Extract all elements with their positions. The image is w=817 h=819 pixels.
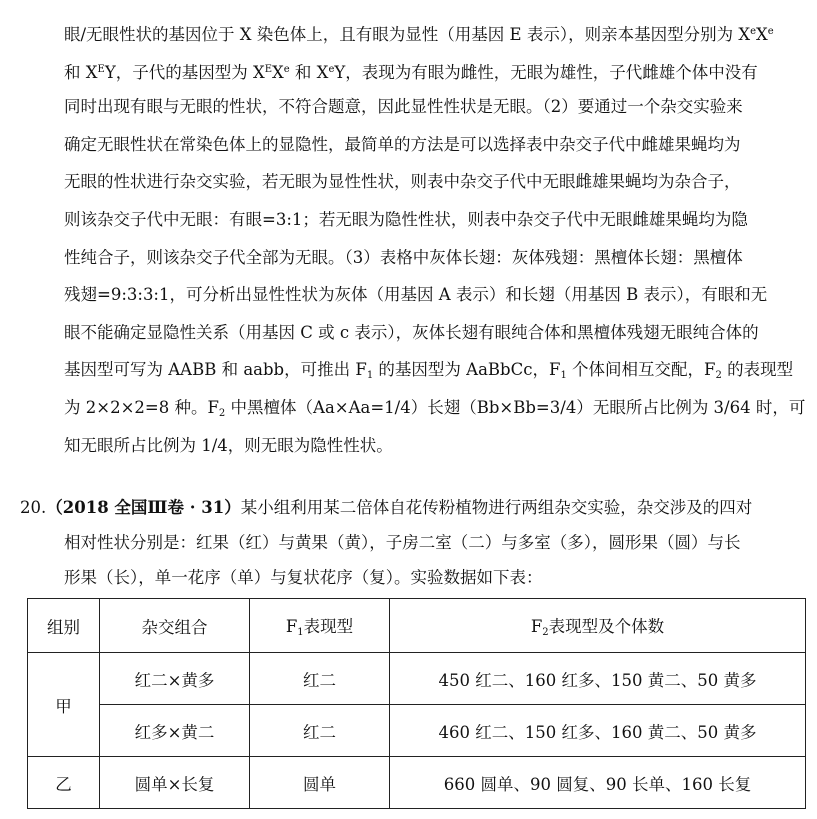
- solution-line: 确定无眼性状在常染色体上的显隐性，最简单的方法是可以选择表中杂交子代中雌雄果蝇均为: [64, 134, 741, 154]
- text: 眼/无眼性状的基因位于 X 染色体上，且有眼为显性（用基因 E 表示），则亲本基因型分别为 X: [64, 25, 751, 44]
- table-cell: 红二: [250, 705, 390, 757]
- solution-line: 知无眼所占比例为 1/4，则无眼为隐性性状。: [64, 435, 393, 455]
- text: 表现型: [303, 617, 354, 636]
- table-cell: 甲: [28, 653, 100, 757]
- text: X: [272, 62, 284, 82]
- table-row: [28, 705, 806, 757]
- solution-line: [20, 389, 805, 427]
- superscript: e: [750, 26, 756, 37]
- subscript: 2: [218, 407, 226, 419]
- table-row: [28, 653, 806, 705]
- text: Y，表现为有眼为雌性，无眼为雄性，子代雌雄个体中没有: [334, 62, 758, 82]
- text: 为 2×2×2=8 种。F: [64, 397, 219, 417]
- table-header: [390, 599, 806, 653]
- question-20: [20, 490, 805, 595]
- subscript: 2: [715, 370, 722, 382]
- text: F: [530, 617, 543, 636]
- text: X: [756, 25, 768, 44]
- text: 的基因型为 AaBbCc，F: [373, 360, 561, 380]
- solution-line: [20, 13, 805, 51]
- solution-text: [20, 13, 805, 464]
- table-header: 杂交组合: [100, 599, 250, 653]
- text: 个体间相互交配，F: [566, 360, 716, 380]
- table-cell: 圆单×长复: [100, 757, 250, 809]
- table-cell: 红二×黄多: [100, 653, 250, 705]
- table-cell: 乙: [28, 757, 100, 809]
- table-cell: 红二: [250, 653, 390, 705]
- table-header: 组别: [28, 599, 100, 653]
- question-line: [20, 490, 805, 525]
- text: 和 X: [64, 62, 98, 82]
- text: 基因型可写为 AABB 和 aabb，可推出 F: [64, 360, 367, 380]
- solution-line: [20, 351, 805, 389]
- solution-line: 则该杂交子代中无眼：有眼=3:1；若无眼为隐性性状，则表中杂交子代中无眼雌雄果蝇均为隐: [64, 209, 748, 229]
- question-line: 相对性状分别是：红果（红）与黄果（黄），子房二室（二）与多室（多），圆形果（圆）与长: [64, 533, 741, 552]
- subscript: 1: [366, 370, 374, 382]
- question-line: 形果（长），单一花序（单）与复状花序（复）。实验数据如下表：: [64, 568, 543, 587]
- table-row: [28, 757, 806, 809]
- solution-line: 眼不能确定显隐性关系（用基因 C 或 c 表示），灰体长翅有眼纯合体和黑檀体残翅无眼纯合体的: [64, 322, 759, 342]
- subscript: 2: [542, 627, 549, 638]
- table-cell: 660 圆单、90 圆复、90 长单、160 长复: [390, 757, 806, 809]
- table-cell: 圆单: [250, 757, 390, 809]
- superscript: e: [767, 26, 774, 37]
- subscript: 1: [297, 627, 304, 638]
- solution-line: 无眼的性状进行杂交实验，若无眼为显性性状，则表中杂交子代中无眼雌雄果蝇均为杂合子，: [64, 172, 741, 192]
- table-cell: 450 红二、160 红多、150 黄二、50 黄多: [390, 653, 806, 705]
- table-cell: 460 红二、150 红多、160 黄二、50 黄多: [390, 705, 806, 757]
- solution-line: 残翅=9:3:3:1，可分析出显性性状为灰体（用基因 A 表示）和长翅（用基因 B 表示），有眼和无: [64, 285, 768, 305]
- superscript: e: [328, 63, 335, 75]
- table-cell: 红多×黄二: [100, 705, 250, 757]
- solution-line: [20, 51, 805, 89]
- superscript: E: [97, 63, 105, 75]
- data-table: [27, 598, 806, 809]
- solution-line: 性纯合子，则该杂交子代全部为无眼。（3）表格中灰体长翅：灰体残翅：黑檀体长翅：黑檀体: [64, 247, 743, 267]
- text: 的表现型: [721, 360, 794, 380]
- table-header: [250, 599, 390, 653]
- text: F: [285, 617, 298, 636]
- text: Y，子代的基因型为 X: [104, 62, 265, 82]
- superscript: E: [264, 63, 273, 75]
- solution-line: 同时出现有眼与无眼的性状，不符合题意，因此显性性状是无眼。（2）要通过一个杂交实验来: [64, 97, 743, 117]
- text: 表现型及个体数: [548, 617, 665, 636]
- question-number: 20.: [20, 498, 47, 517]
- question-source: （2018 全国Ⅲ卷 · 31）: [46, 498, 241, 517]
- table-header-row: [28, 599, 806, 653]
- text: 和 X: [289, 62, 329, 82]
- subscript: 1: [560, 370, 567, 382]
- superscript: e: [283, 63, 290, 75]
- text: 某小组利用某二倍体自花传粉植物进行两组杂交实验，杂交涉及的四对: [240, 498, 753, 517]
- text: 中黑檀体（Aa×Aa=1/4）长翅（Bb×Bb=3/4）无眼所占比例为 3/64 时，可: [225, 397, 806, 417]
